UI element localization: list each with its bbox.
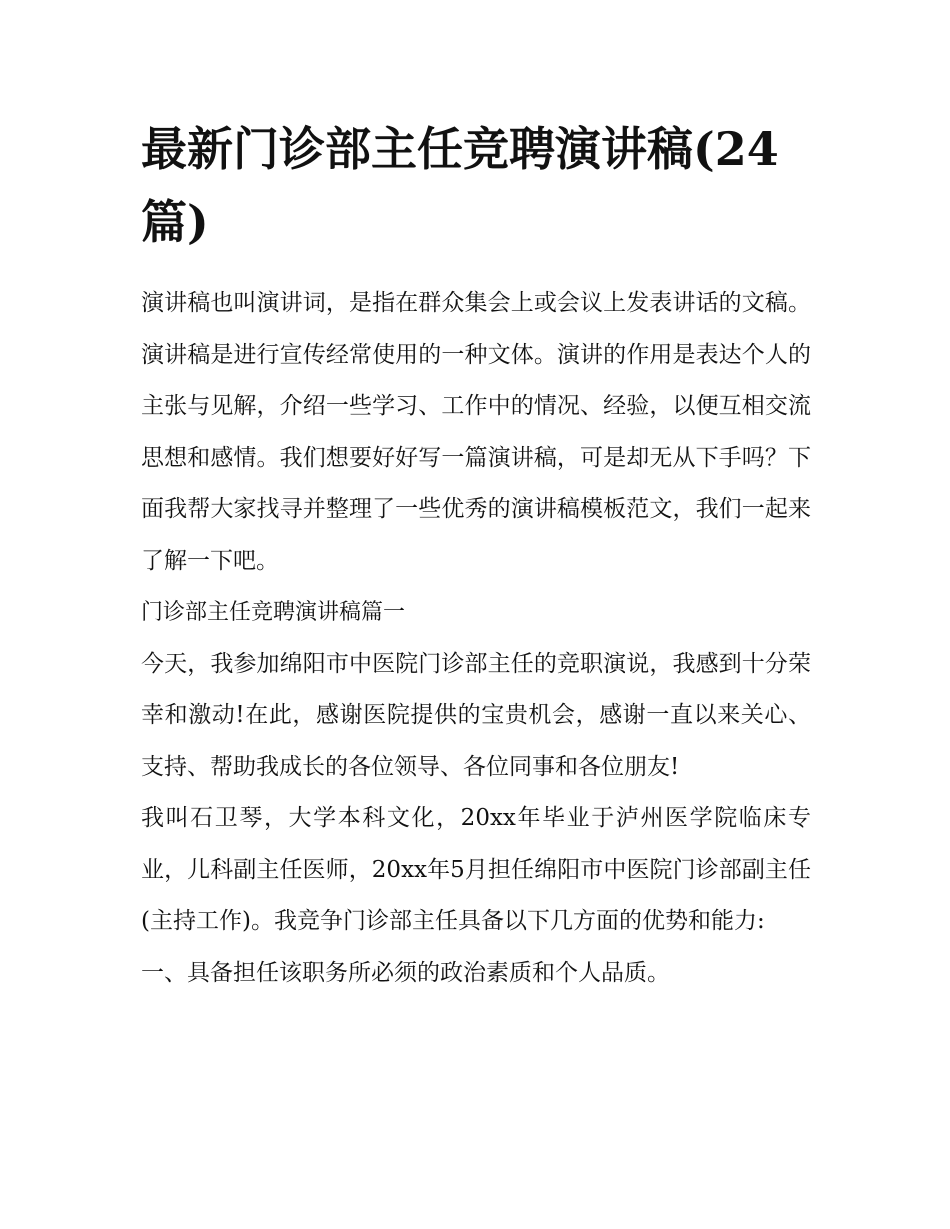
document-title: 最新门诊部主任竞聘演讲稿(24篇) xyxy=(141,122,779,249)
document-page xyxy=(141,113,811,999)
body-paragraph-2: 我叫石卫琴，大学本科文化，20xx年毕业于泸州医学院临床专业，儿科副主任医师，20xx年5月担任绵阳市中医院门诊部副主任(主持工作)。我竞争门诊部主任具备以下几方面的优势和能力: xyxy=(141,805,811,934)
intro-paragraph: 演讲稿也叫演讲词，是指在群众集会上或会议上发表讲话的文稿。演讲稿是进行宣传经常使用的一种文体。演讲的作用是表达个人的主张与见解，介绍一些学习、工作中的情况、经验，以便互相交流思想和感情。我们想要好好写一篇演讲稿，可是却无从下手吗？下面我帮大家找寻并整理了一些优秀的演讲稿模板范文，我们一起来了解一下吧。 xyxy=(141,290,811,574)
section-heading: 门诊部主任竞聘演讲稿篇一 xyxy=(141,600,406,625)
body-paragraph-1: 今天，我参加绵阳市中医院门诊部主任的竞职演说，我感到十分荣幸和激动!在此，感谢医院提供的宝贵机会，感谢一直以来关心、支持、帮助我成长的各位领导、各位同事和各位朋友! xyxy=(141,650,811,780)
body-paragraph-3: 一、具备担任该职务所必须的政治素质和个人品质。 xyxy=(141,959,670,986)
